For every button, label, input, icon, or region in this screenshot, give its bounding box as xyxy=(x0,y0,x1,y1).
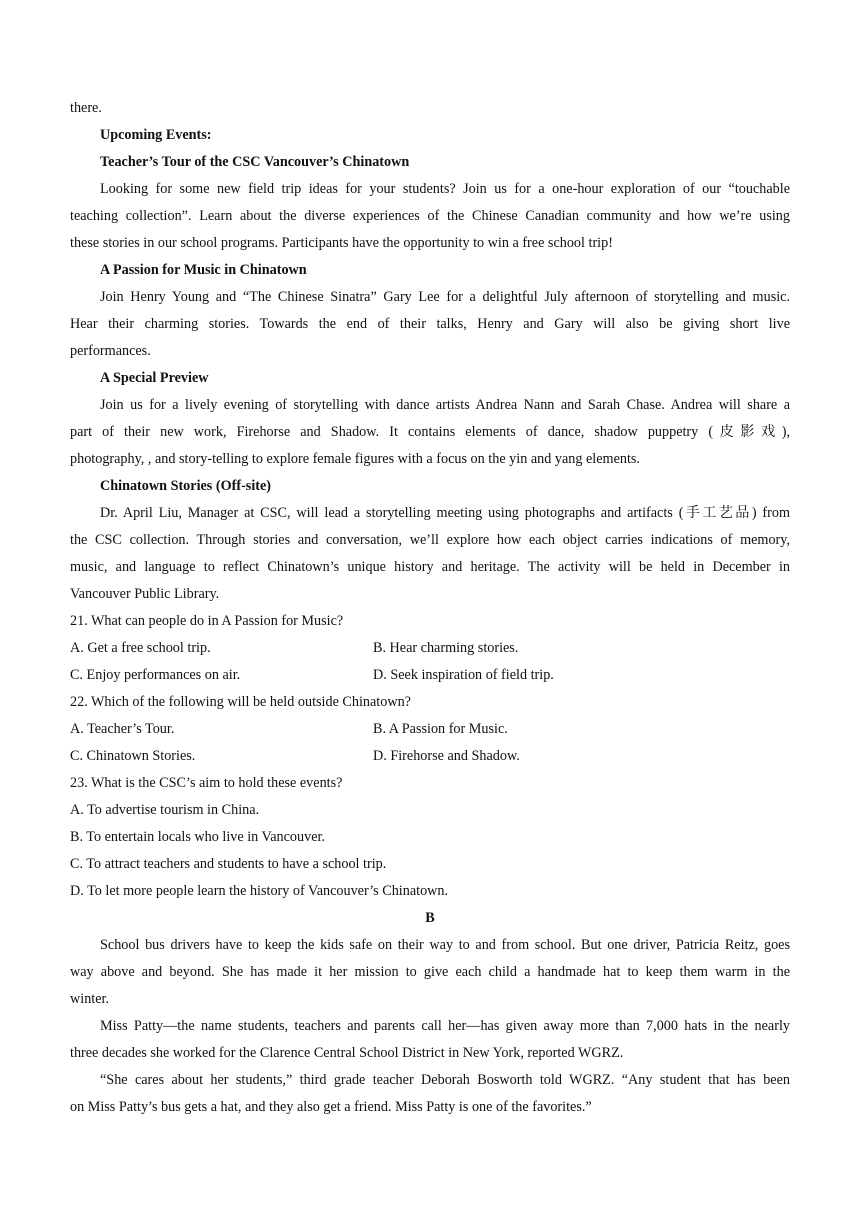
answer-option: A. Teacher’s Tour. xyxy=(70,721,175,737)
paragraph-line: “She cares about her students,” third grade teacher Deborah Bosworth told WGRZ. “Any student that has been xyxy=(100,1072,790,1088)
answer-option: D. Firehorse and Shadow. xyxy=(373,748,520,764)
event-text-line: Vancouver Public Library. xyxy=(70,586,220,602)
answer-option: C. Chinatown Stories. xyxy=(70,748,196,764)
event-text-line: Hear their charming stories. Towards the end of their talks, Henry and Gary will also be giving short live xyxy=(70,316,790,332)
event-text-line: Looking for some new field trip ideas for your students? Join us for a one-hour exploration of our “touchable xyxy=(100,181,790,197)
answer-option: C. To attract teachers and students to have a school trip. xyxy=(70,856,387,872)
answer-option: C. Enjoy performances on air. xyxy=(70,667,241,683)
question-stem: 21. What can people do in A Passion for Music? xyxy=(70,613,344,629)
event-text-line: photography, , and story-telling to explore female figures with a focus on the yin and yang elements. xyxy=(70,451,640,467)
paragraph-line: School bus drivers have to keep the kids safe on their way to and from school. But one driver, Patricia Reitz, goes xyxy=(100,937,790,953)
event-text-line: music, and language to reflect Chinatown’s unique history and heritage. The activity will be held in December in xyxy=(70,559,790,575)
event-title: A Passion for Music in Chinatown xyxy=(100,262,307,278)
answer-option: D. To let more people learn the history of Vancouver’s Chinatown. xyxy=(70,883,449,899)
event-text-line: part of their new work, Firehorse and Shadow. It contains elements of dance, shadow puppetry (皮影戏), xyxy=(70,424,790,440)
event-title: Teacher’s Tour of the CSC Vancouver’s Chinatown xyxy=(100,154,410,170)
answer-option: B. To entertain locals who live in Vancouver. xyxy=(70,829,325,845)
section-heading: B xyxy=(425,910,435,926)
question-stem: 23. What is the CSC’s aim to hold these events? xyxy=(70,775,343,791)
events-heading: Upcoming Events: xyxy=(100,127,212,143)
event-text-line: Join Henry Young and “The Chinese Sinatra” Gary Lee for a delightful July afternoon of storytelling and music. xyxy=(100,289,790,305)
event-title: Chinatown Stories (Off-site) xyxy=(100,478,272,494)
answer-option: A. To advertise tourism in China. xyxy=(70,802,260,818)
paragraph-line: three decades she worked for the Clarence Central School District in New York, reported WGRZ. xyxy=(70,1045,624,1061)
question-stem: 22. Which of the following will be held outside Chinatown? xyxy=(70,694,411,710)
paragraph-line: on Miss Patty’s bus gets a hat, and they also get a friend. Miss Patty is one of the favorites.” xyxy=(70,1099,592,1115)
event-text-line: Dr. April Liu, Manager at CSC, will lead a storytelling meeting using photographs and artifacts (手工艺品) from xyxy=(100,505,790,521)
event-text-line: the CSC collection. Through stories and conversation, we’ll explore how each object carries indications of memory, xyxy=(70,532,790,548)
answer-option: B. A Passion for Music. xyxy=(373,721,508,737)
event-text-line: teaching collection”. Learn about the diverse experiences of the Chinese Canadian community and how we’re using xyxy=(70,208,790,224)
answer-option: A. Get a free school trip. xyxy=(70,640,211,656)
paragraph-line: way above and beyond. She has made it her mission to give each child a handmade hat to keep them warm in the xyxy=(70,964,790,980)
answer-option: B. Hear charming stories. xyxy=(373,640,519,656)
continuation-text: there. xyxy=(70,100,102,116)
event-title: A Special Preview xyxy=(100,370,209,386)
paragraph-line: Miss Patty—the name students, teachers and parents call her—has given away more than 7,000 hats in the nearly xyxy=(100,1018,790,1034)
event-text-line: performances. xyxy=(70,343,151,359)
event-text-line: these stories in our school programs. Participants have the opportunity to win a free school trip! xyxy=(70,235,613,251)
event-text-line: Join us for a lively evening of storytelling with dance artists Andrea Nann and Sarah Chase. Andrea will share a xyxy=(100,397,790,413)
paragraph-line: winter. xyxy=(70,991,110,1007)
answer-option: D. Seek inspiration of field trip. xyxy=(373,667,554,683)
